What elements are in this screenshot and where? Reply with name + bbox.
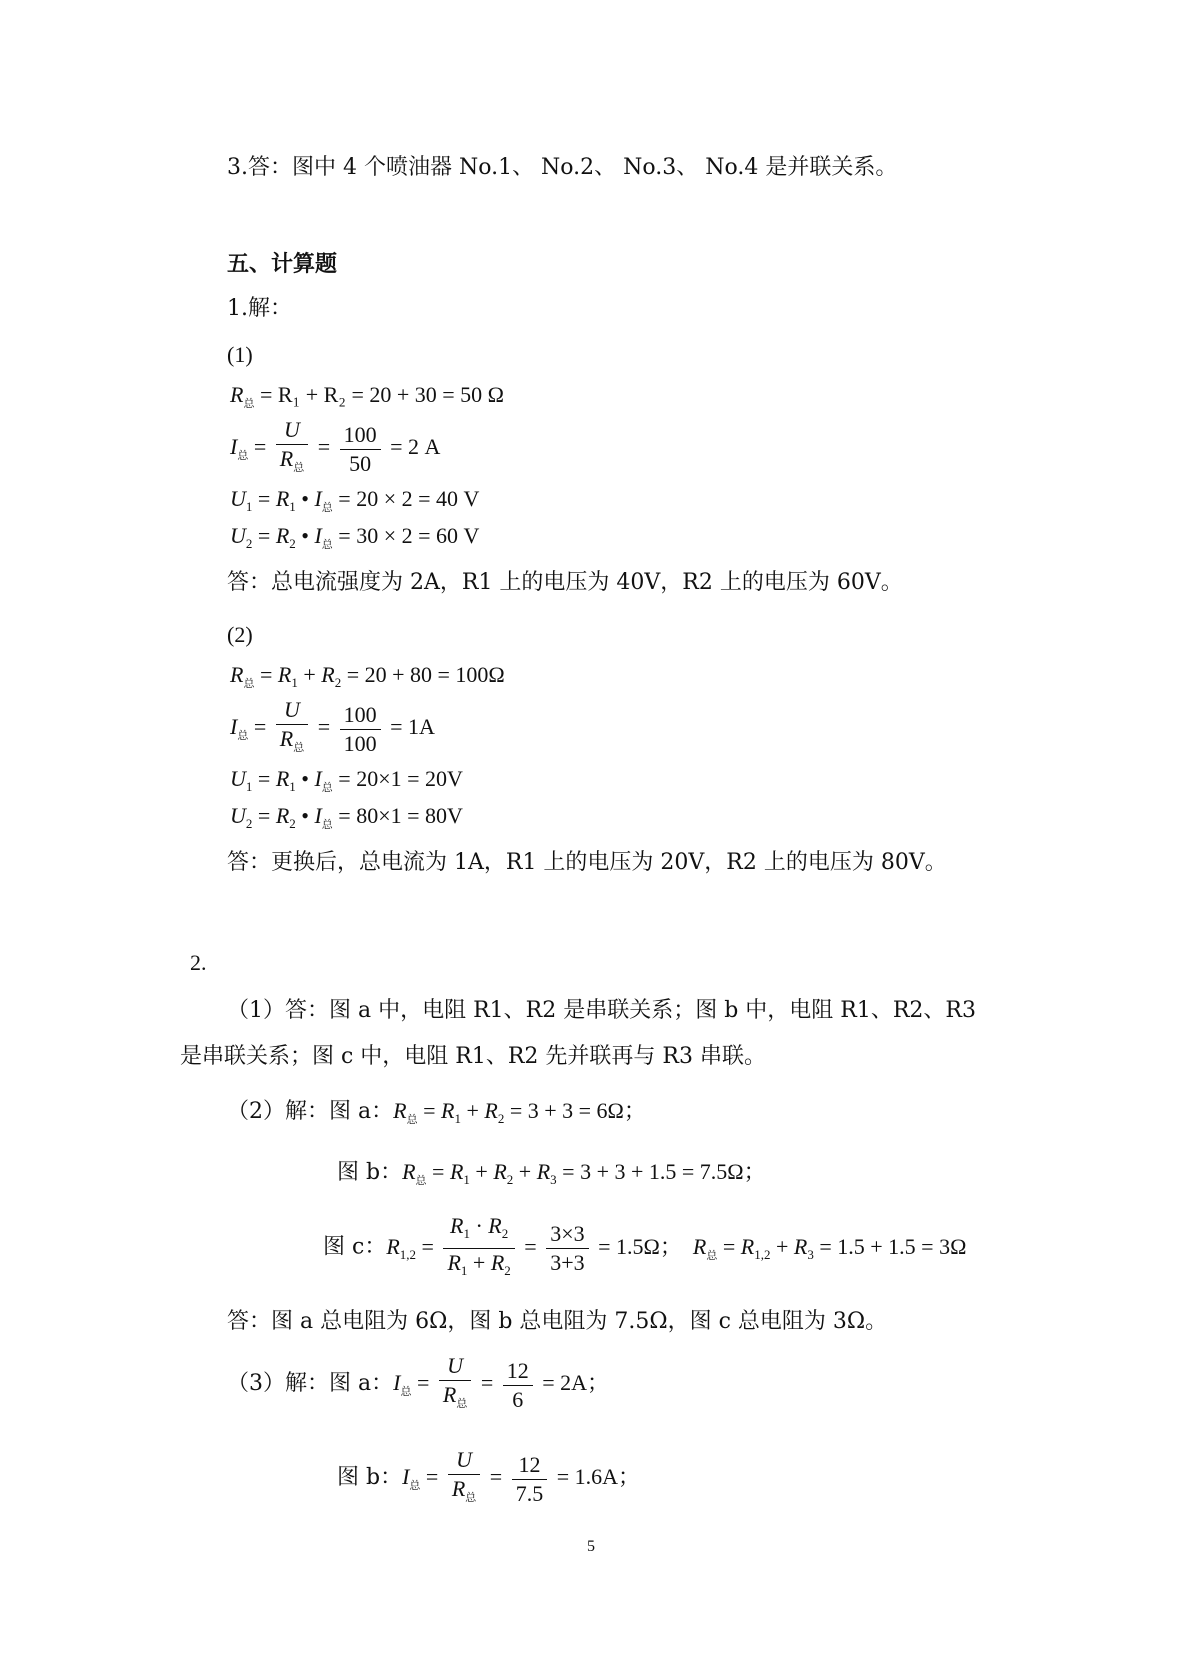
q2-p3-b: 图 b：$I_总$ = $\frac{U}{R_总}$ = $\frac{12}{7.5}$ = 1.6A；	[337, 1446, 640, 1512]
q2-p1-line1: （1）答：图 a 中，电阻 R1、R2 是串联关系；图 b 中，电阻 R1、R2、R3	[227, 998, 976, 1023]
q1-part2-eq4: $U_2 = R_2$ • $I_总 = 80\times 1 = 80V$	[230, 803, 463, 831]
answer-3-text: 3.答：图中 4 个喷油器 No.1、 No.2、 No.3、 No.4 是并联关系。	[227, 155, 898, 180]
fraction: $\frac{U}{R_总}$	[439, 1352, 471, 1418]
fraction: $\frac{12}{6}$	[503, 1357, 533, 1414]
fraction: $\frac{12}{7.5}$	[512, 1451, 548, 1508]
section-title: 五、计算题	[227, 252, 338, 277]
q1-part1-eq1: $R_总 = R_1 + R_2 = 20 + 30 = 50$ Ω	[230, 382, 505, 410]
q1-part2-label: (2)	[227, 622, 253, 647]
q2-label: 2.	[190, 950, 207, 975]
fraction: $\frac{U}{R_总}$	[276, 416, 308, 482]
q2-p2-a: （2）解：图 a：$R_总 = R_1 + R_2 = 3 + 3 = 6\Omega$；	[227, 1098, 646, 1126]
q2-p2-c: 图 c：$R_{1,2}$ = $\frac{R_1 \cdot R_2}{R_1 + R_2}$ = $\frac{3\times 3}{3+3}$ = 1.5Ω； $R_总 = R_{1,2} + R_3 = 1.5 + 1.5 = 3\Omega$	[323, 1212, 966, 1285]
q2-p3-a: （3）解：图 a：$I_总$ = $\frac{U}{R_总}$ = $\frac{12}{6}$ = 2A；	[227, 1352, 609, 1418]
q2-p1-line2: 是串联关系；图 c 中，电阻 R1、R2 先并联再与 R3 串联。	[180, 1044, 766, 1069]
q1-part1-label: (1)	[227, 342, 253, 367]
q1-part1-eq2: $I_总$ = $\frac{U}{R_总}$ = $\frac{100}{50}$ = 2 A	[230, 416, 440, 482]
fraction: $\frac{U}{R_总}$	[448, 1446, 480, 1512]
q1-part2-eq1: $R_总 = R_1 + R_2 = 20 + 80 = 100\Omega$	[230, 662, 505, 690]
q1-label: 1.解：	[227, 296, 292, 321]
fraction: $\frac{R_1 \cdot R_2}{R_1 + R_2}$	[443, 1212, 514, 1285]
q1-part1-eq3: $U_1 = R_1$ • $I_总 = 20 \times 2 = 40$ V	[230, 486, 480, 514]
fraction: $\frac{3\times 3}{3+3}$	[546, 1220, 588, 1277]
q1-part1-eq4: $U_2 = R_2$ • $I_总 = 30 \times 2 = 60$ V	[230, 523, 480, 551]
page-number: 5	[587, 1538, 595, 1555]
fraction: $\frac{U}{R_总}$	[276, 696, 308, 762]
q1-part2-eq3: $U_1 = R_1$ • $I_总 = 20\times 1 = 20V$	[230, 766, 463, 794]
q2-p2-b: 图 b：$R_总 = R_1 + R_2 + R_3 = 3 + 3 + 1.5 = 7.5\Omega$；	[337, 1159, 766, 1187]
q2-p2-answer: 答：图 a 总电阻为 6Ω，图 b 总电阻为 7.5Ω，图 c 总电阻为 3Ω。	[227, 1309, 888, 1334]
fraction: $\frac{100}{100}$	[340, 701, 381, 758]
q1-part1-answer: 答：总电流强度为 2A，R1 上的电压为 40V，R2 上的电压为 60V。	[227, 570, 903, 595]
fraction: $\frac{100}{50}$	[340, 421, 381, 478]
q1-part2-answer: 答：更换后，总电流为 1A，R1 上的电压为 20V，R2 上的电压为 80V。	[227, 850, 947, 875]
q1-part2-eq2: $I_总$ = $\frac{U}{R_总}$ = $\frac{100}{100}$ = 1A	[230, 696, 435, 762]
